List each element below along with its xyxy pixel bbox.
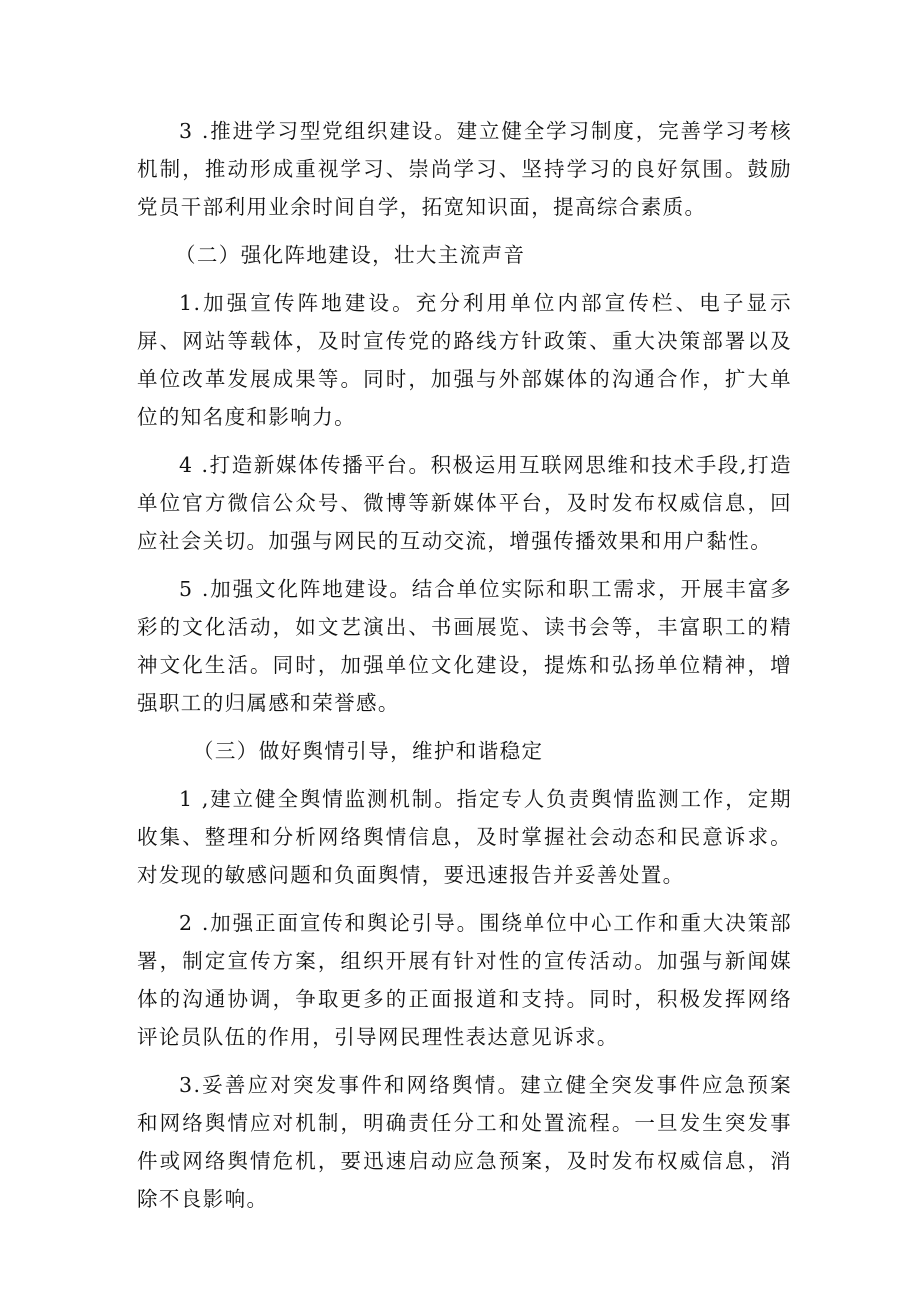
section-heading-public-opinion: （三）做好舆情引导，维护和谐稳定 bbox=[193, 739, 544, 763]
paragraph-new-media-platform: 4 .打造新媒体传播平台。积极运用互联网思维和技术手段,打造单位官方微信公众号、微博等新媒体平台，及时发布权威信息，回应社会关切。加强与网民的互动交流，增强传播效果和用户黏性。 bbox=[137, 453, 792, 553]
paragraph-publicity-position: 1.加强宣传阵地建设。充分利用单位内部宣传栏、电子显示屏、网站等载体，及时宣传党的路线方针政策、重大决策部署以及单位改革发展成果等。同时，加强与外部媒体的沟通合作，扩大单位的知名度和影响力。 bbox=[137, 291, 792, 429]
paragraph-emergency-response: 3.妥善应对突发事件和网络舆情。建立健全突发事件应急预案和网络舆情应对机制，明确责任分工和处置流程。一旦发生突发事件或网络舆情危机，要迅速启动应急预案，及时发布权威信息，消除不良影响。 bbox=[137, 1073, 792, 1211]
paragraph-culture-position: 5 .加强文化阵地建设。结合单位实际和职工需求，开展丰富多彩的文化活动，如文艺演出、书画展览、读书会等，丰富职工的精神文化生活。同时，加强单位文化建设，提炼和弘扬单位精神，增强职工的归属感和荣誉感。 bbox=[137, 577, 792, 715]
paragraph-positive-publicity: 2 .加强正面宣传和舆论引导。围绕单位中心工作和重大决策部署，制定宣传方案，组织开展有针对性的宣传活动。加强与新闻媒体的沟通协调，争取更多的正面报道和支持。同时，积极发挥网络评论员队伍的作用，引导网民理性表达意见诉求。 bbox=[137, 911, 792, 1049]
document-body bbox=[137, 112, 792, 1228]
paragraph-study-organization: 3 .推进学习型党组织建设。建立健全学习制度，完善学习考核机制，推动形成重视学习、崇尚学习、坚持学习的良好氛围。鼓励党员干部利用业余时间自学，拓宽知识面，提高综合素质。 bbox=[137, 119, 792, 219]
paragraph-opinion-monitoring: 1 ,建立健全舆情监测机制。指定专人负责舆情监测工作，定期收集、整理和分析网络舆情信息，及时掌握社会动态和民意诉求。对发现的敏感问题和负面舆情，要迅速报告并妥善处置。 bbox=[137, 787, 792, 887]
section-heading-position-building: （二）强化阵地建设，壮大主流声音 bbox=[175, 243, 526, 267]
